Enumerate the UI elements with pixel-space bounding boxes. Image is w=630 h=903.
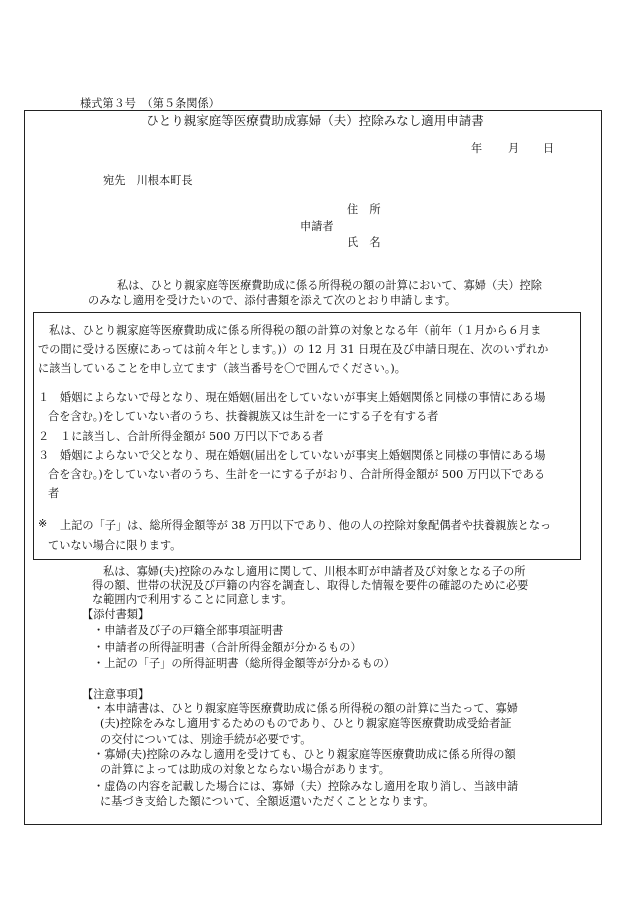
item-line: 者 xyxy=(48,487,60,500)
note-line: ていない場合に限ります。 xyxy=(48,539,182,552)
item-number: ２ xyxy=(38,430,50,443)
applicant-address-label: 住 所 xyxy=(347,203,381,216)
item-number: ３ xyxy=(38,449,50,462)
consent-line: 得の額、世帯の状況及び戸籍の内容を調査し、取得した情報を要件の確認のために必要 xyxy=(92,579,529,592)
note-item-line: ・虚偽の内容を記載した場合には、寡婦（夫）控除みなし適用を取り消し、当該申請 xyxy=(93,780,519,793)
page-title: ひとり親家庭等医療費助成寡婦（夫）控除みなし適用申請書 xyxy=(146,113,484,128)
item-line: １に該当し、合計所得金額が 500 万円以下である者 xyxy=(60,430,324,443)
note-item-line: ・寡婦(夫)控除のみなし適用を受けても、ひとり親家庭等医療費助成に係る所得の額 xyxy=(93,748,516,761)
intro-line: 私は、ひとり親家庭等医療費助成に係る所得税の額の計算において、寡婦（夫）控除 xyxy=(117,279,542,292)
applicant-role-label: 申請者 xyxy=(300,220,334,233)
consent-line: な範囲内で利用することに同意します。 xyxy=(92,593,293,606)
declaration-line: に該当していることを申し立てます（該当番号を〇で囲んでください。)。 xyxy=(38,362,406,375)
attachment-item: ・申請者及び子の戸籍全部事項証明書 xyxy=(93,624,284,637)
notes-heading: 【注意事項】 xyxy=(82,688,150,701)
addressee: 宛先 川根本町長 xyxy=(103,174,193,187)
applicant-name-label: 氏 名 xyxy=(347,236,381,249)
item-line: 婚姻によらないで母となり、現在婚姻(届出をしていないが事実上婚姻関係と同様の事情にある場 xyxy=(60,391,546,404)
attachment-item: ・申請者の所得証明書（合計所得金額が分かるもの） xyxy=(93,641,362,654)
note-mark: ※ xyxy=(38,517,48,530)
item-line: 婚姻によらないで父となり、現在婚姻(届出をしていないが事実上婚姻関係と同様の事情にある場 xyxy=(60,449,546,462)
form-number: 様式第３号 （第５条関係） xyxy=(80,97,220,110)
note-item-line: に基づき支給した額について、全額返還いただくこととなります。 xyxy=(100,795,435,808)
note-line: 上記の「子」は、総所得金額等が 38 万円以下であり、他の人の控除対象配偶者や扶養親族となっ xyxy=(60,519,552,532)
consent-line: 私は、寡婦(夫)控除のみなし適用に関して、川根本町が申請者及び対象となる子の所 xyxy=(103,565,526,578)
intro-line: のみなし適用を受けたいので、添付書類を添えて次のとおり申請します。 xyxy=(88,294,457,307)
date-month-label: 月 xyxy=(508,142,520,155)
note-item-line: ・本申請書は、ひとり親家庭等医療費助成に係る所得税の額の計算に当たって、寡婦 xyxy=(93,702,518,715)
item-line: 合を含む。)をしていない者のうち、生計を一にする子がおり、合計所得金額が 500 万円以下である xyxy=(48,468,546,481)
note-item-line: の交付については、別途手続が必要です。 xyxy=(100,733,312,746)
attachments-heading: 【添付書類】 xyxy=(82,608,150,621)
item-line: 合を含む。)をしていない者のうち、扶養親族又は生計を一にする子を有する者 xyxy=(48,410,439,423)
date-year-label: 年 xyxy=(471,142,483,155)
declaration-line: 私は、ひとり親家庭等医療費助成に係る所得税の額の計算の対象となる年（前年（１月から６月ま xyxy=(49,324,542,337)
note-item-line: の計算によっては助成の対象とならない場合があります。 xyxy=(100,763,390,776)
date-day-label: 日 xyxy=(543,142,555,155)
attachment-item: ・上記の「子」の所得証明書（総所得金額等が分かるもの） xyxy=(93,657,396,670)
note-item-line: (夫)控除をみなし適用するためのものであり、ひとり親家庭等医療費助成受給者証 xyxy=(100,717,512,730)
declaration-line: での間に受ける医療にあっては前々年とします。)）の 12 月 31 日現在及び申請日現在、次のいずれか xyxy=(38,343,549,356)
item-number: １ xyxy=(38,391,50,404)
